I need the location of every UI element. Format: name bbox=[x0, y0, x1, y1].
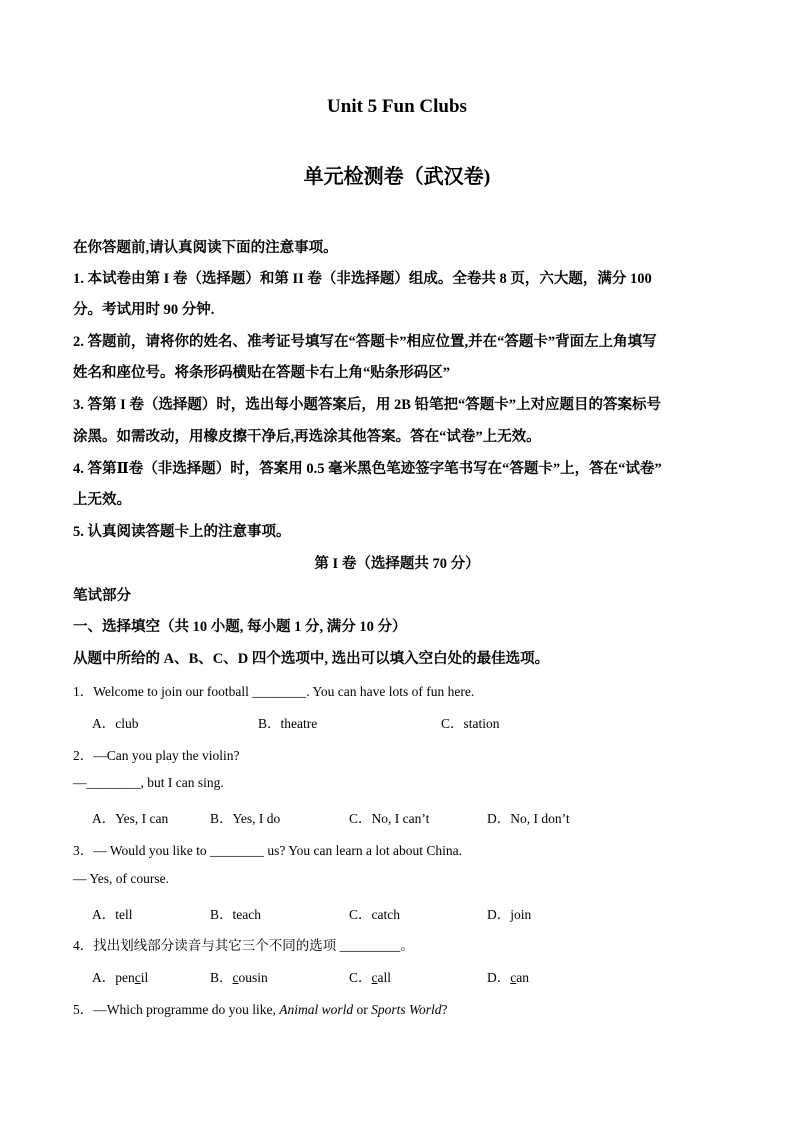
option-prefix: C． bbox=[349, 970, 372, 985]
notice-item-2: 2. 答题前，请将你的姓名、准考证号填写在“答题卡”相应位置,并在“答题卡”背面左上角填写 bbox=[73, 334, 657, 350]
question-1-stem: 1．Welcome to join our football ________. You can have lots of fun here. bbox=[73, 684, 475, 699]
option-suffix: il bbox=[140, 970, 149, 985]
question-3-option-d: D．join bbox=[487, 907, 532, 922]
question-4-stem: 4．找出划线部分读音与其它三个不同的选项 _________。 bbox=[73, 938, 414, 953]
question-4-option-a bbox=[92, 966, 148, 986]
underlined-letter: c bbox=[232, 970, 239, 985]
page-title: Unit 5 Fun Clubs bbox=[327, 96, 467, 117]
question-2-option-a: A．Yes, I can bbox=[92, 811, 169, 826]
stem-text: 5．—Which programme do you like, bbox=[73, 1002, 280, 1017]
notice-item-4-cont: 上无效。 bbox=[73, 492, 131, 508]
question-3-option-c: C．catch bbox=[349, 907, 400, 922]
question-3-stem: 3．— Would you like to ________ us? You can learn a lot about China. bbox=[73, 843, 463, 858]
question-2-option-d: D．No, I don’t bbox=[487, 811, 570, 826]
section-instruction: 从题中所给的 A、B、C、D 四个选项中, 选出可以填入空白处的最佳选项。 bbox=[73, 651, 550, 667]
question-1-option-b: B．theatre bbox=[258, 716, 318, 731]
question-5-stem bbox=[73, 998, 448, 1018]
page-subtitle: 单元检测卷（武汉卷) bbox=[303, 166, 491, 188]
question-3-option-b: B．teach bbox=[210, 907, 261, 922]
question-2-stem: 2．—Can you play the violin? bbox=[73, 748, 240, 763]
option-prefix: A．pen bbox=[92, 970, 135, 985]
part-title: 第 I 卷（选择题共 70 分） bbox=[314, 556, 480, 572]
question-1-option-c: C．station bbox=[441, 716, 500, 731]
programme-name-2: Sports World bbox=[371, 1002, 442, 1017]
question-2-stem-reply: —________, but I can sing. bbox=[73, 775, 224, 790]
option-suffix: ousin bbox=[238, 970, 268, 985]
question-2-option-b: B．Yes, I do bbox=[210, 811, 281, 826]
stem-text: or bbox=[353, 1002, 372, 1017]
notice-item-3-cont: 涂黑。如需改动，用橡皮擦干净后,再选涂其他答案。答在“试卷”上无效。 bbox=[73, 429, 541, 445]
option-suffix: all bbox=[377, 970, 392, 985]
section-label: 笔试部分 bbox=[73, 588, 131, 604]
question-4-option-c bbox=[349, 966, 391, 986]
notice-item-3: 3. 答第 I 卷（选择题）时，选出每小题答案后，用 2B 铅笔把“答题卡”上对应题目的答案标号 bbox=[73, 397, 662, 413]
option-prefix: B． bbox=[210, 970, 233, 985]
question-4-option-d bbox=[487, 966, 529, 986]
notice-item-1: 1. 本试卷由第 I 卷（选择题）和第 II 卷（非选择题）组成。全卷共 8 页，六大题，满分 100 bbox=[73, 271, 652, 287]
section-heading: 一、选择填空（共 10 小题, 每小题 1 分, 满分 10 分） bbox=[73, 619, 407, 635]
underlined-letter: c bbox=[510, 970, 517, 985]
question-2-option-c: C．No, I can’t bbox=[349, 811, 430, 826]
option-suffix: an bbox=[516, 970, 529, 985]
notice-item-1-cont: 分。考试用时 90 分钟. bbox=[73, 302, 215, 318]
notice-item-4: 4. 答第Ⅱ卷（非选择题）时，答案用 0.5 毫米黑色笔迹签字笔书写在“答题卡”上，答在“试卷” bbox=[73, 461, 662, 477]
notice-item-5: 5. 认真阅读答题卡上的注意事项。 bbox=[73, 524, 291, 540]
underlined-letter: c bbox=[134, 970, 141, 985]
question-3-option-a: A．tell bbox=[92, 907, 133, 922]
notice-item-2-cont: 姓名和座位号。将条形码横贴在答题卡右上角“贴条形码区” bbox=[73, 365, 450, 381]
question-1-option-a: A．club bbox=[92, 716, 139, 731]
option-prefix: D． bbox=[487, 970, 511, 985]
notice-intro: 在你答题前,请认真阅读下面的注意事项。 bbox=[73, 240, 338, 256]
question-3-stem-reply: — Yes, of course. bbox=[73, 871, 169, 886]
programme-name-1: Animal world bbox=[279, 1002, 354, 1017]
underlined-letter: c bbox=[371, 970, 378, 985]
stem-text: ? bbox=[441, 1002, 448, 1017]
question-4-option-b bbox=[210, 966, 268, 986]
